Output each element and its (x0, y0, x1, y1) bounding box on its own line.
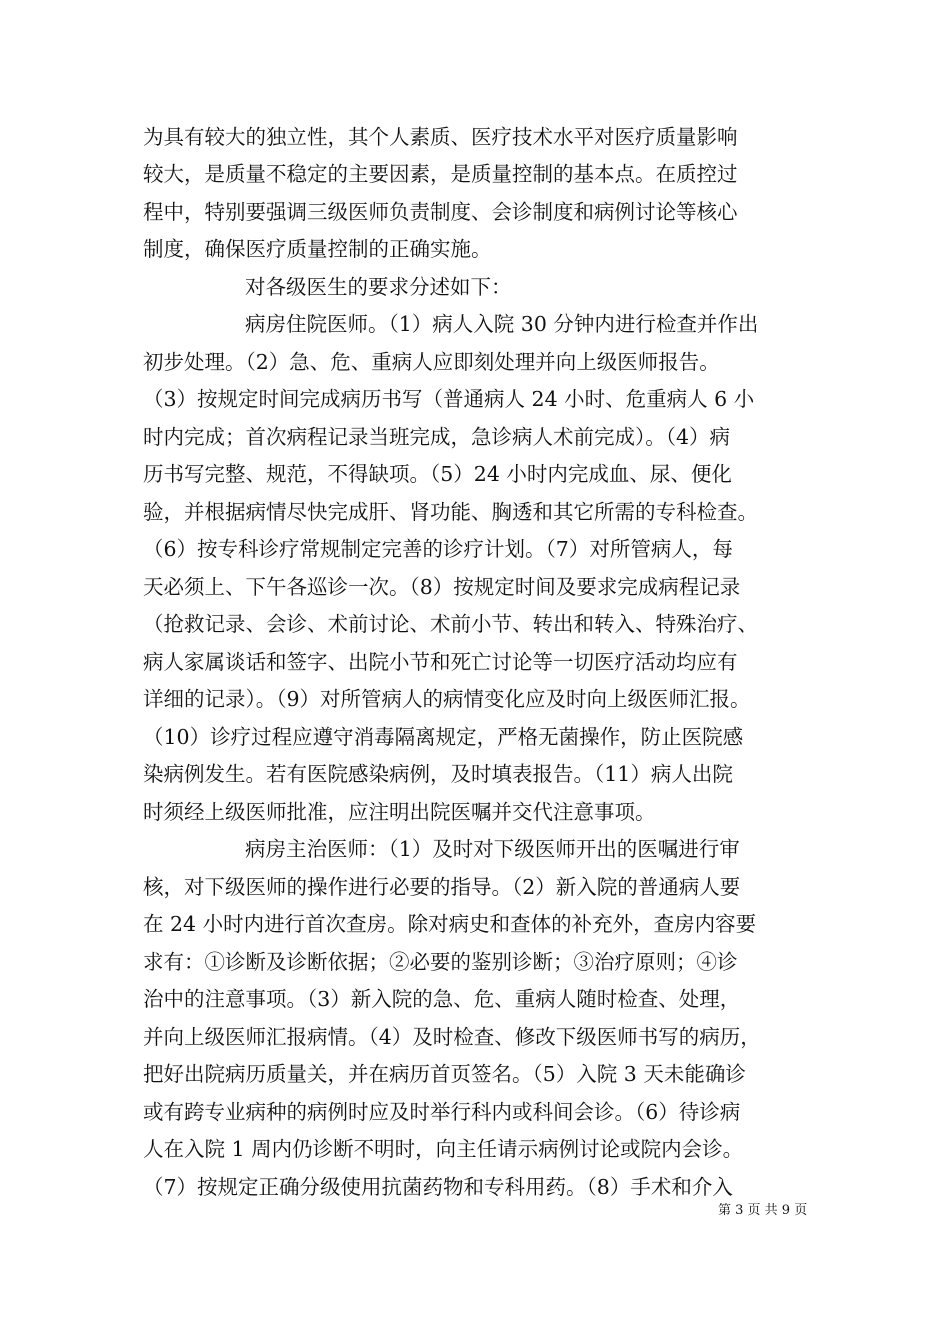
text-line: 验，并根据病情尽快完成肝、肾功能、胸透和其它所需的专科检查。 (143, 500, 758, 524)
text-line: 病房住院医师。（1）病人入院 30 分钟内进行检查并作出 (245, 312, 759, 336)
text-line: 并向上级医师汇报病情。（4）及时检查、修改下级医师书写的病历， (143, 1025, 761, 1049)
text-line: 天必须上、下午各巡诊一次。（8）按规定时间及要求完成病程记录 (143, 575, 741, 599)
text-line: 染病例发生。若有医院感染病例，及时填表报告。（11）病人出院 (143, 762, 733, 786)
text-line: 在 24 小时内进行首次查房。除对病史和查体的补充外，查房内容要 (143, 912, 757, 936)
text-line: 详细的记录）。（9）对所管病人的病情变化应及时向上级医师汇报。 (143, 687, 751, 711)
text-line: 人在入院 1 周内仍诊断不明时，向主任请示病例讨论或院内会诊。 (143, 1137, 744, 1161)
text-line: 病房主治医师：（1）及时对下级医师开出的医嘱进行审 (245, 837, 740, 861)
text-line: 把好出院病历质量关，并在病历首页签名。（5）入院 3 天未能确诊 (143, 1062, 746, 1086)
text-line: 较大，是质量不稳定的主要因素，是质量控制的基本点。在质控过 (143, 162, 738, 186)
text-line: 为具有较大的独立性，其个人素质、医疗技术水平对医疗质量影响 (143, 125, 738, 149)
text-line: （7）按规定正确分级使用抗菌药物和专科用药。（8）手术和介入 (143, 1175, 733, 1199)
text-line: 对各级医生的要求分述如下： (245, 275, 512, 299)
text-line: 程中，特别要强调三级医师负责制度、会诊制度和病例讨论等核心 (143, 200, 738, 224)
text-line: （6）按专科诊疗常规制定完善的诊疗计划。（7）对所管病人，每 (143, 537, 733, 561)
page-number: 第 3 页 共 9 页 (718, 1203, 808, 1218)
text-line: 制度，确保医疗质量控制的正确实施。 (143, 237, 492, 261)
text-line: 治中的注意事项。（3）新入院的急、危、重病人随时检查、处理， (143, 987, 741, 1011)
text-line: 时内完成；首次病程记录当班完成，急诊病人术前完成）。（4）病 (143, 425, 731, 449)
text-line: （10）诊疗过程应遵守消毒隔离规定，严格无菌操作，防止医院感 (143, 725, 744, 749)
text-line: 核，对下级医师的操作进行必要的指导。（2）新入院的普通病人要 (143, 875, 741, 899)
text-line: 时须经上级医师批准，应注明出院医嘱并交代注意事项。 (143, 800, 656, 824)
text-line: （3）按规定时间完成病历书写（普通病人 24 小时、危重病人 6 小 (143, 387, 755, 411)
text-line: 或有跨专业病种的病例时应及时举行科内或科间会诊。（6）待诊病 (143, 1100, 741, 1124)
text-line: （抢救记录、会诊、术前讨论、术前小节、转出和转入、特殊治疗、 (143, 612, 758, 636)
text-line: 历书写完整、规范，不得缺项。（5）24 小时内完成血、尿、便化 (143, 462, 732, 486)
text-line: 病人家属谈话和签字、出院小节和死亡讨论等一切医疗活动均应有 (143, 650, 738, 674)
text-line: 求有：①诊断及诊断依据；②必要的鉴别诊断；③治疗原则；④诊 (143, 950, 738, 974)
text-line: 初步处理。（2）急、危、重病人应即刻处理并向上级医师报告。 (143, 350, 720, 374)
